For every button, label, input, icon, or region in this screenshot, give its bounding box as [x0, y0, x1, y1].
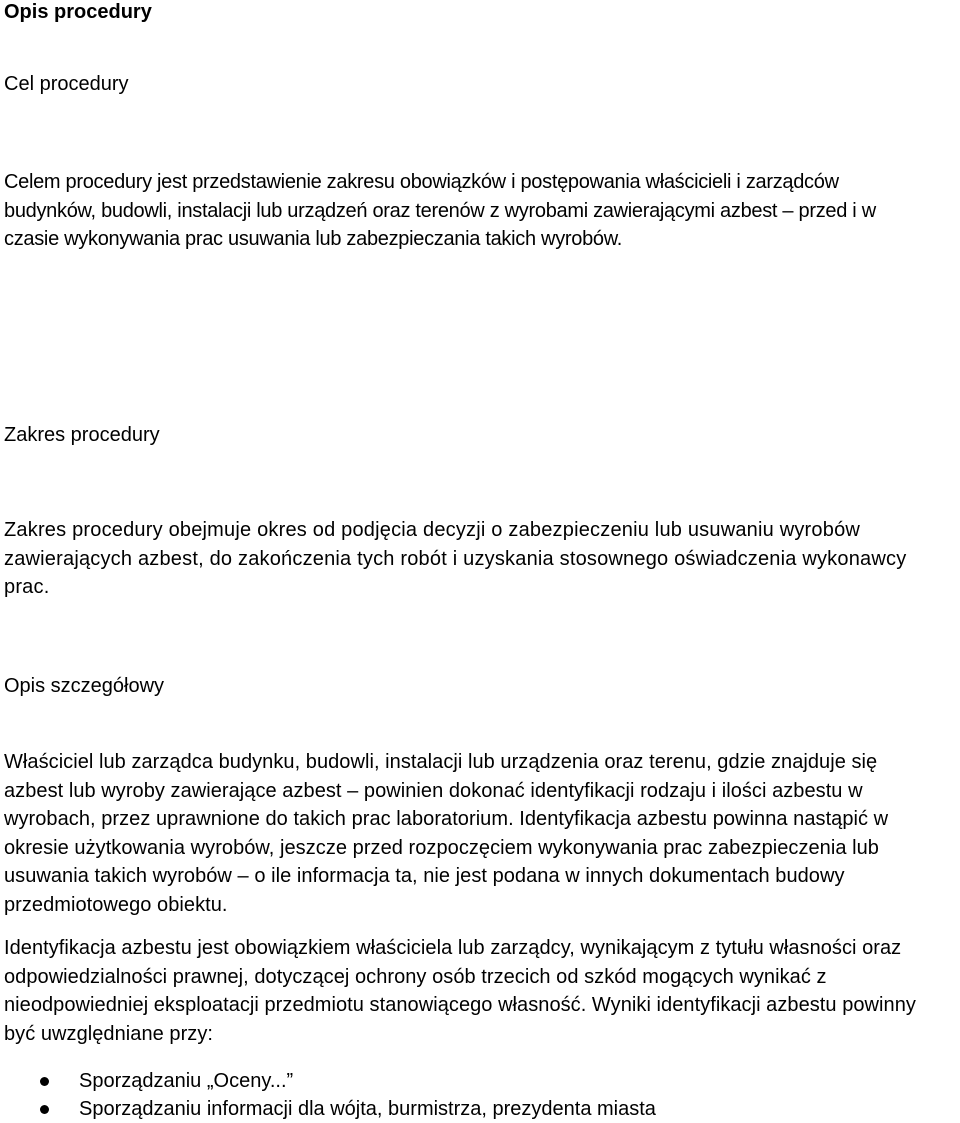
paragraph-line: usuwania takich wyrobów – o ile informacja ta, nie jest podana w innych dokumentach budowy	[4, 865, 845, 888]
list-item-text: Sporządzaniu informacji dla wójta, burmistrza, prezydenta miasta	[79, 1098, 656, 1120]
paragraph-line: nieodpowiedniej eksploatacji przedmiotu stanowiącego własność. Wyniki identyfikacji azbestu powinny	[4, 994, 916, 1017]
paragraph-line: Identyfikacja azbestu jest obowiązkiem właściciela lub zarządcy, wynikającym z tytułu własności oraz	[4, 937, 902, 959]
section-heading-details: Opis szczegółowy	[4, 675, 165, 697]
paragraph-line: zawierających azbest, do zakończenia tych robót i uzyskania stosownego oświadczenia wykonawcy	[4, 547, 907, 570]
paragraph-line: być uwzględniane przy:	[4, 1022, 213, 1045]
paragraph-line: prac.	[4, 576, 50, 599]
bullet-icon	[40, 1105, 49, 1114]
paragraph-line: przedmiotowego obiektu.	[4, 893, 228, 916]
paragraph-line: Zakres procedury obejmuje okres od podjęcia decyzji o zabezpieczeniu lub usuwaniu wyrobów	[4, 519, 861, 541]
bullet-icon	[40, 1077, 49, 1086]
details-paragraph-2	[4, 934, 960, 1048]
paragraph-line: Właściciel lub zarządca budynku, budowli, instalacji lub urządzenia oraz terenu, gdzie znajduje się	[4, 751, 878, 773]
list-item	[4, 1095, 656, 1123]
scope-paragraph	[4, 516, 960, 602]
details-paragraph-1	[4, 748, 960, 920]
bullet-list	[4, 1067, 656, 1123]
section-heading-scope: Zakres procedury	[4, 424, 160, 446]
paragraph-line: okresie użytkowania wyrobów, jeszcze przed rozpoczęciem wykonywania prac zabezpieczenia lub	[4, 836, 879, 859]
document-title: Opis procedury	[4, 1, 152, 23]
paragraph-line: odpowiedzialności prawnej, dotyczącej ochrony osób trzecich od szkód mogących wynikać z	[4, 965, 827, 988]
list-item	[4, 1067, 656, 1095]
paragraph-line: czasie wykonywania prac usuwania lub zabezpieczania takich wyrobów.	[4, 228, 623, 251]
purpose-paragraph	[4, 168, 960, 254]
paragraph-line: azbest lub wyroby zawierające azbest – powinien dokonać identyfikacji rodzaju i ilości azbestu w	[4, 779, 863, 802]
paragraph-line: budynków, budowli, instalacji lub urządzeń oraz terenów z wyrobami zawierającymi azbest – przed i w	[4, 199, 876, 222]
section-heading-purpose: Cel procedury	[4, 73, 129, 95]
list-item-text: Sporządzaniu „Oceny...”	[79, 1070, 294, 1092]
paragraph-line: Celem procedury jest przedstawienie zakresu obowiązków i postępowania właścicieli i zarządców	[4, 171, 839, 193]
paragraph-line: wyrobach, przez uprawnione do takich prac laboratorium. Identyfikacja azbestu powinna nastąpić w	[4, 808, 889, 831]
